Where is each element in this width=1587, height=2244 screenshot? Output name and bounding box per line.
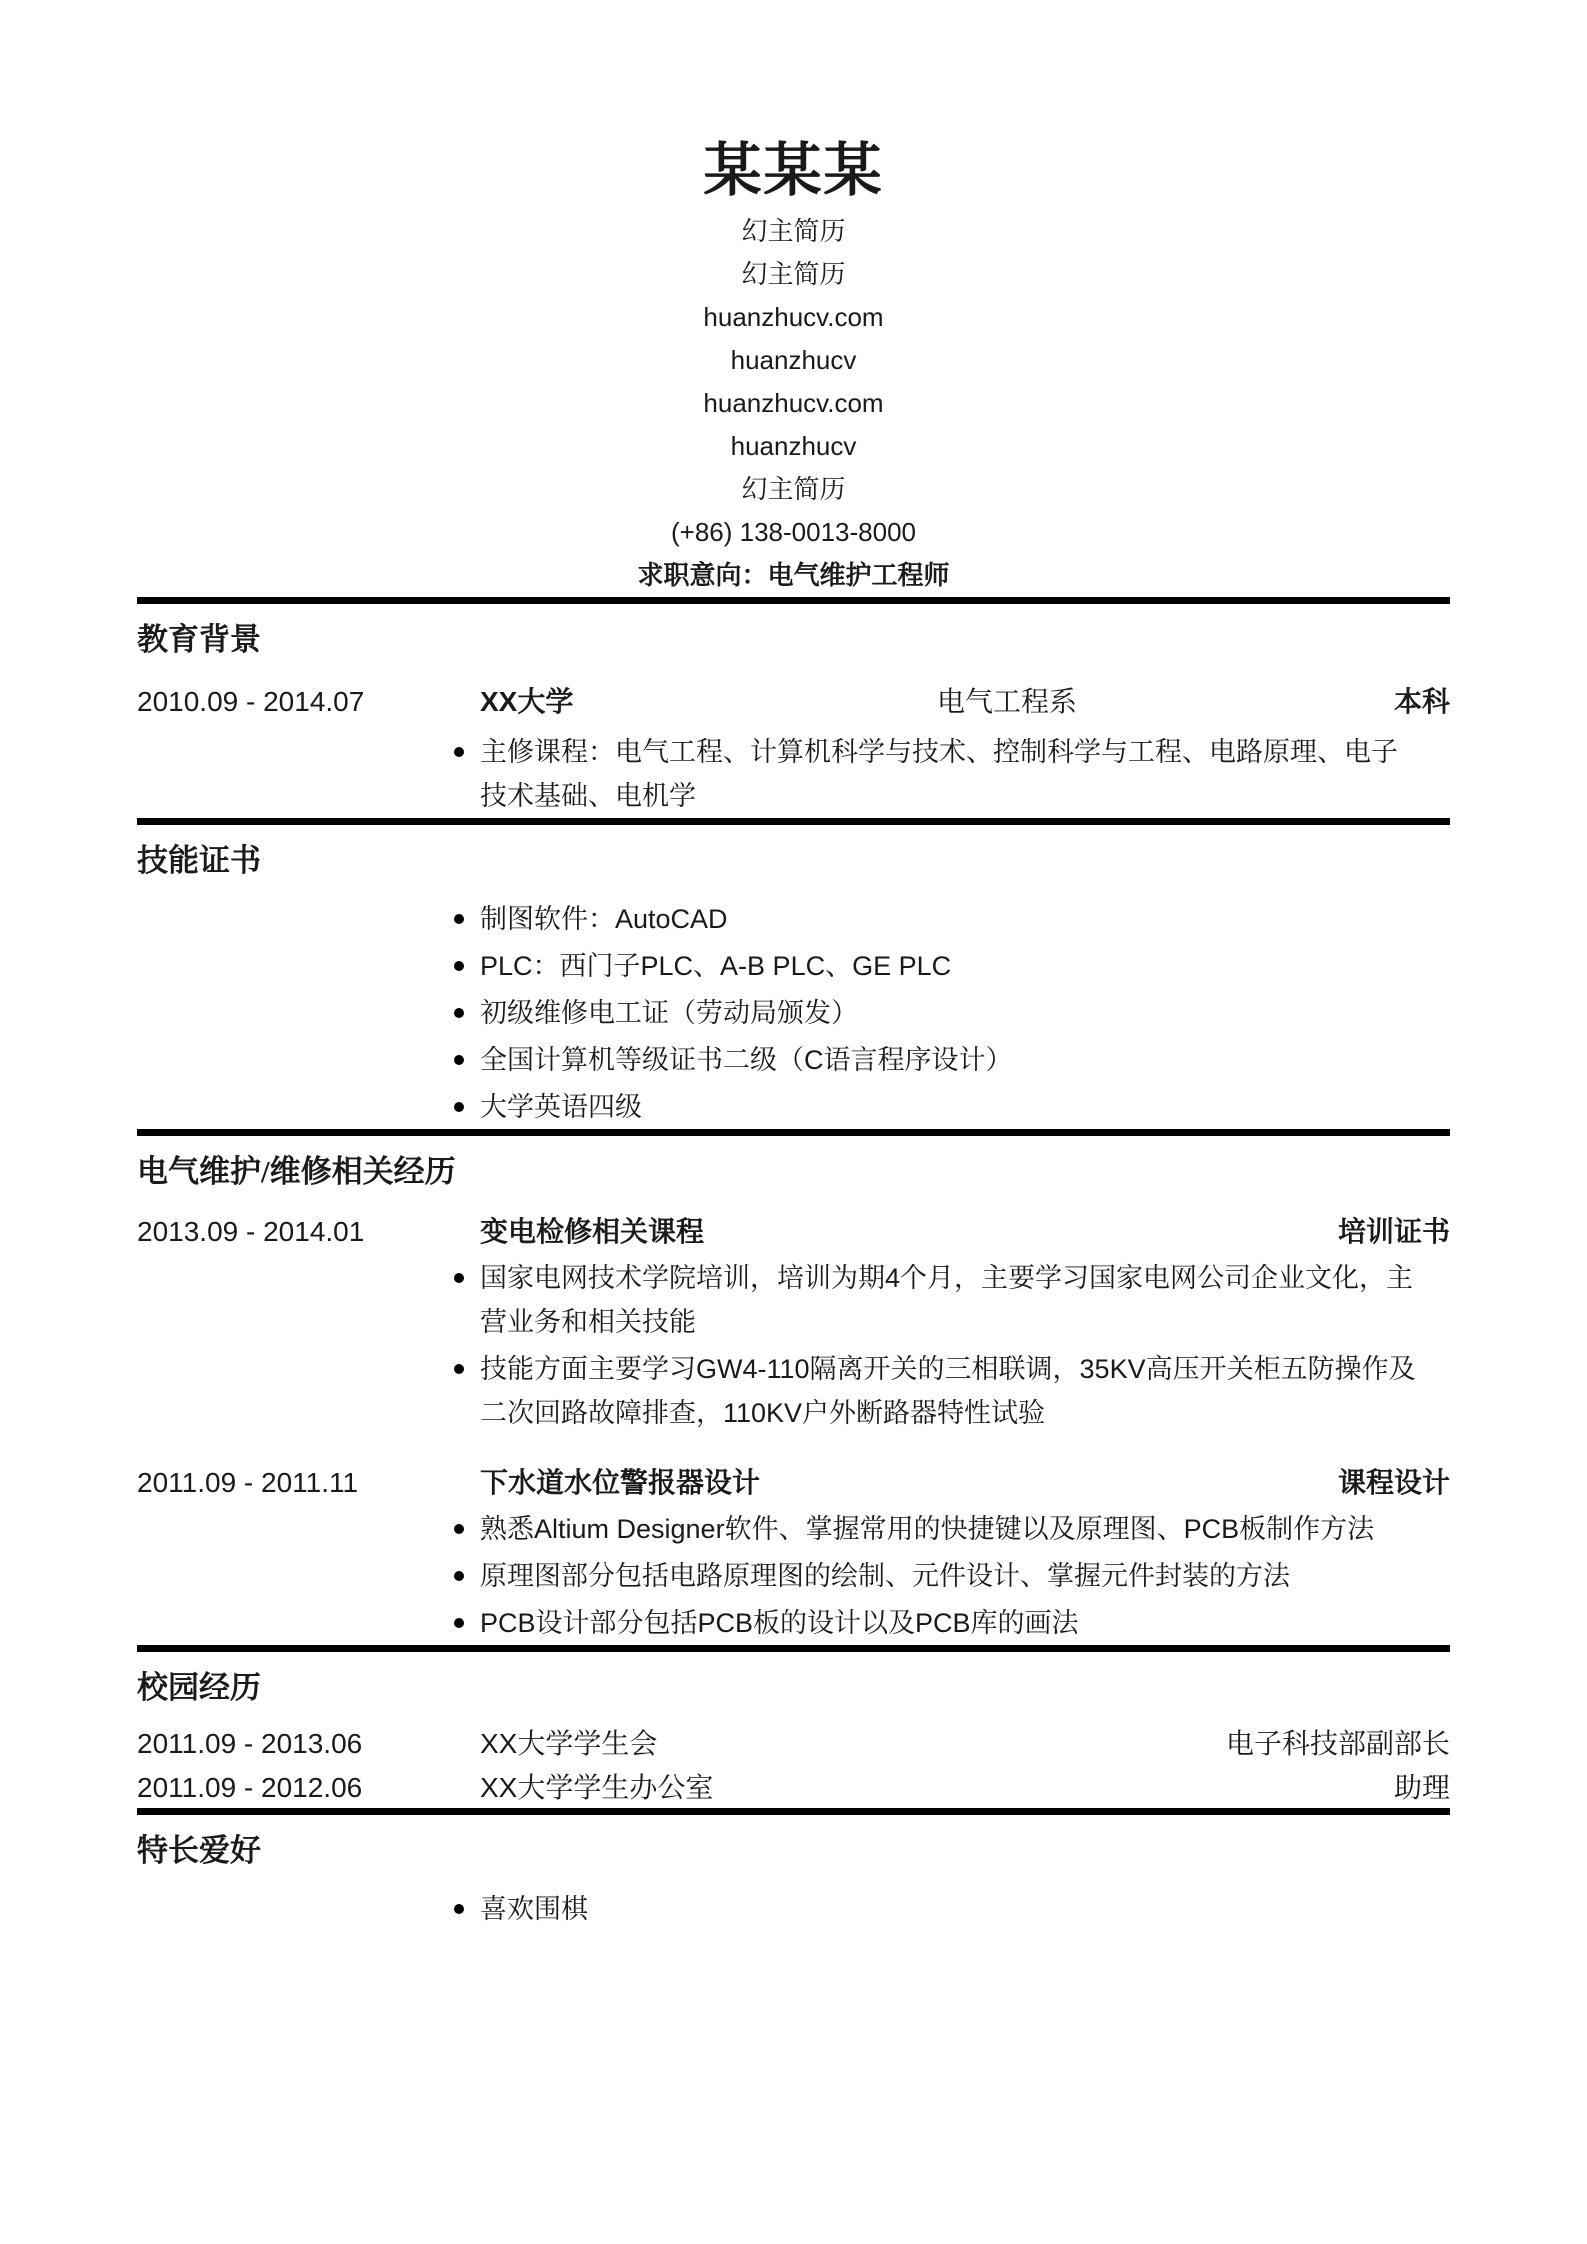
section-heading-experience: 电气维护/维修相关经历 xyxy=(137,1154,456,1189)
entry-label: 课程设计 xyxy=(1337,1467,1450,1498)
entry-title: 变电检修相关课程 xyxy=(480,1216,705,1247)
entry-date: 2011.09 - 2011.11 xyxy=(137,1467,359,1498)
section-divider xyxy=(137,1808,1450,1815)
contact-line-handle-2: huanzhucv xyxy=(730,431,857,461)
contact-line-website-1: huanzhucv.com xyxy=(703,302,884,332)
contact-line-website-2: huanzhucv.com xyxy=(703,388,884,418)
section-divider xyxy=(137,818,1450,825)
section-heading-education: 教育背景 xyxy=(137,622,261,657)
hobbies-bullet-list xyxy=(480,1887,1450,1931)
entry-title: 下水道水位警报器设计 xyxy=(480,1467,761,1498)
section-skills xyxy=(137,818,1450,1129)
entry-position: 助理 xyxy=(1393,1772,1450,1803)
section-hobbies xyxy=(137,1808,1450,1931)
bullet-item: 制图软件：AutoCAD xyxy=(480,897,1450,941)
bullet-item: 国家电网技术学院培训，培训为期4个月，主要学习国家电网公司企业文化，主营业务和相关技能 xyxy=(480,1256,1420,1344)
entry-school: XX大学 xyxy=(480,686,574,717)
experience-entry-row xyxy=(137,1212,1450,1252)
section-education xyxy=(137,597,1450,818)
skills-bullet-list xyxy=(480,897,1450,1129)
objective-line: 求职意向：电气维护工程师 xyxy=(637,560,950,590)
entry-department: 电气工程系 xyxy=(937,686,1078,717)
section-divider xyxy=(137,1129,1450,1136)
campus-entry-row xyxy=(137,1768,1450,1808)
education-entry-row xyxy=(137,682,1450,722)
entry-date: 2011.09 - 2012.06 xyxy=(137,1772,363,1803)
entry-organization: XX大学学生会 xyxy=(480,1728,658,1759)
bullet-item: 技能方面主要学习GW4-110隔离开关的三相联调，35KV高压开关柜五防操作及二次回路故障排查，110KV户外断路器特性试验 xyxy=(480,1347,1420,1435)
entry-date: 2013.09 - 2014.01 xyxy=(137,1216,365,1247)
bullet-item: 熟悉Altium Designer软件、掌握常用的快捷键以及原理图、PCB板制作方法 xyxy=(480,1507,1420,1551)
section-heading-campus: 校园经历 xyxy=(137,1670,261,1705)
name-title: 某某某 xyxy=(703,138,884,203)
bullet-item: 初级维修电工证（劳动局颁发） xyxy=(480,991,1450,1035)
resume-header xyxy=(137,140,1450,597)
contact-line-brand-2: 幻主简历 xyxy=(741,259,846,289)
experience-bullet-list xyxy=(480,1507,1450,1645)
bullet-item: 主修课程：电气工程、计算机科学与技术、控制科学与工程、电路原理、电子技术基础、电机学 xyxy=(480,730,1410,818)
bullet-item: 喜欢围棋 xyxy=(480,1887,1450,1931)
entry-date: 2011.09 - 2013.06 xyxy=(137,1728,363,1759)
section-heading-skills: 技能证书 xyxy=(137,843,261,878)
section-campus xyxy=(137,1645,1450,1808)
section-divider xyxy=(137,1645,1450,1652)
phone-number: (+86) 138-0013-8000 xyxy=(670,517,917,547)
bullet-item: 全国计算机等级证书二级（C语言程序设计） xyxy=(480,1038,1450,1082)
campus-entry-row xyxy=(137,1724,1450,1764)
contact-block xyxy=(137,210,1450,597)
entry-date: 2010.09 - 2014.07 xyxy=(137,686,365,717)
entry-degree: 本科 xyxy=(1393,686,1450,717)
entry-label: 培训证书 xyxy=(1337,1216,1450,1247)
bullet-item: 大学英语四级 xyxy=(480,1085,1450,1129)
bullet-item: 原理图部分包括电路原理图的绘制、元件设计、掌握元件封装的方法 xyxy=(480,1554,1420,1598)
bullet-item: PLC：西门子PLC、A-B PLC、GE PLC xyxy=(480,944,1450,988)
experience-bullet-list xyxy=(480,1256,1450,1435)
contact-line-brand-1: 幻主简历 xyxy=(741,216,846,246)
contact-line-brand-3: 幻主简历 xyxy=(741,474,846,504)
experience-entry-row xyxy=(137,1463,1450,1503)
bullet-item: PCB设计部分包括PCB板的设计以及PCB库的画法 xyxy=(480,1601,1420,1645)
section-divider xyxy=(137,597,1450,604)
contact-line-handle-1: huanzhucv xyxy=(730,345,857,375)
education-bullet-list xyxy=(480,730,1450,818)
section-heading-hobbies: 特长爱好 xyxy=(137,1833,261,1868)
entry-organization: XX大学学生办公室 xyxy=(480,1772,714,1803)
section-experience xyxy=(137,1129,1450,1645)
entry-position: 电子科技部副部长 xyxy=(1225,1728,1450,1759)
